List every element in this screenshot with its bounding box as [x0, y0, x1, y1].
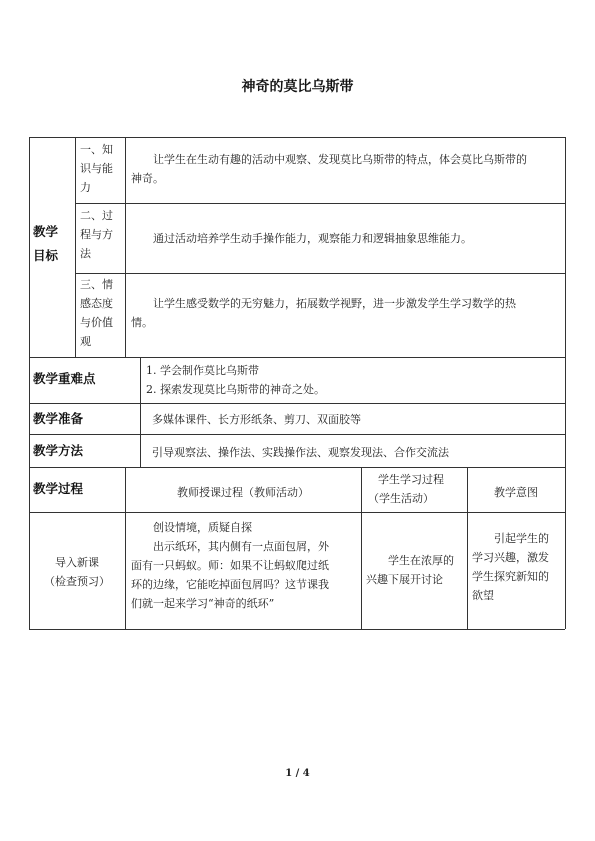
table-line [29, 137, 565, 138]
objectives-label-line2: 目标 [33, 248, 59, 263]
stage-name: 导入新课 （检查预习） [44, 556, 110, 588]
table-line [75, 273, 565, 274]
objective-category-2: 二、过 程与方 法 [80, 209, 113, 260]
stage-intent: 引起学生的 学习兴趣，激发 学生探究新知的 欲望 [472, 532, 549, 602]
page-title: 神奇的莫比乌斯带 [241, 79, 354, 95]
objective-category-1: 一、知 识与能 力 [80, 143, 113, 194]
table-line [361, 467, 362, 629]
objectives-label-line1: 教学 [33, 224, 59, 239]
table-line [140, 357, 141, 467]
stage-student-activity: 学生在浓厚的 兴趣下展开讨论 [366, 554, 454, 586]
table-line [75, 137, 76, 357]
key-point-1: 1. 学会制作莫比乌斯带 [146, 364, 259, 377]
methods-content: 引导观察法、操作法、实践操作法、观察发现法、合作交流法 [152, 446, 449, 459]
objective-category-3: 三、情 感态度 与价值 观 [80, 278, 113, 348]
key-points-list [146, 361, 561, 399]
table-line [125, 137, 126, 357]
table-line [29, 629, 565, 630]
preparation-content: 多媒体课件、长方形纸条、剪刀、双面胶等 [152, 413, 361, 426]
process-col-teacher: 教师授课过程（教师活动） [177, 486, 309, 499]
process-col-student: 学生学习过程 （学生活动） [368, 473, 444, 505]
objective-content-3: 让学生感受数学的无穷魅力，拓展数学视野，进一步激发学生学习数学的热 情。 [131, 297, 516, 329]
table-line [29, 512, 565, 513]
table-line [29, 357, 565, 358]
table-line [29, 434, 565, 435]
methods-label: 教学方法 [33, 443, 84, 458]
page-number: 1 / 4 [285, 768, 310, 779]
table-line [565, 137, 566, 629]
table-line [75, 203, 565, 204]
process-label: 教学过程 [33, 481, 84, 496]
preparation-label: 教学准备 [33, 411, 84, 426]
objectives-label [33, 220, 73, 268]
stage-teacher-activity: 创设情境，质疑自探 出示纸环，其内侧有一点面包屑，外 面有一只蚂蚁。师：如果不让蚂蚁爬过纸 环的边缘，它能吃掉面包屑吗？这节课我 们就一起来学习“神奇的纸环” [131, 521, 329, 610]
objective-content-2: 通过活动培养学生动手操作能力，观察能力和逻辑抽象思维能力。 [153, 232, 472, 245]
objective-content-1: 让学生在生动有趣的活动中观察、发现莫比乌斯带的特点，体会莫比乌斯带的 神奇。 [131, 153, 527, 185]
table-line [29, 403, 565, 404]
key-point-2: 2. 探索发现莫比乌斯带的神奇之处。 [146, 383, 325, 396]
table-line [29, 467, 565, 468]
process-col-intent: 教学意图 [494, 486, 538, 499]
key-points-label: 教学重难点 [33, 371, 96, 386]
